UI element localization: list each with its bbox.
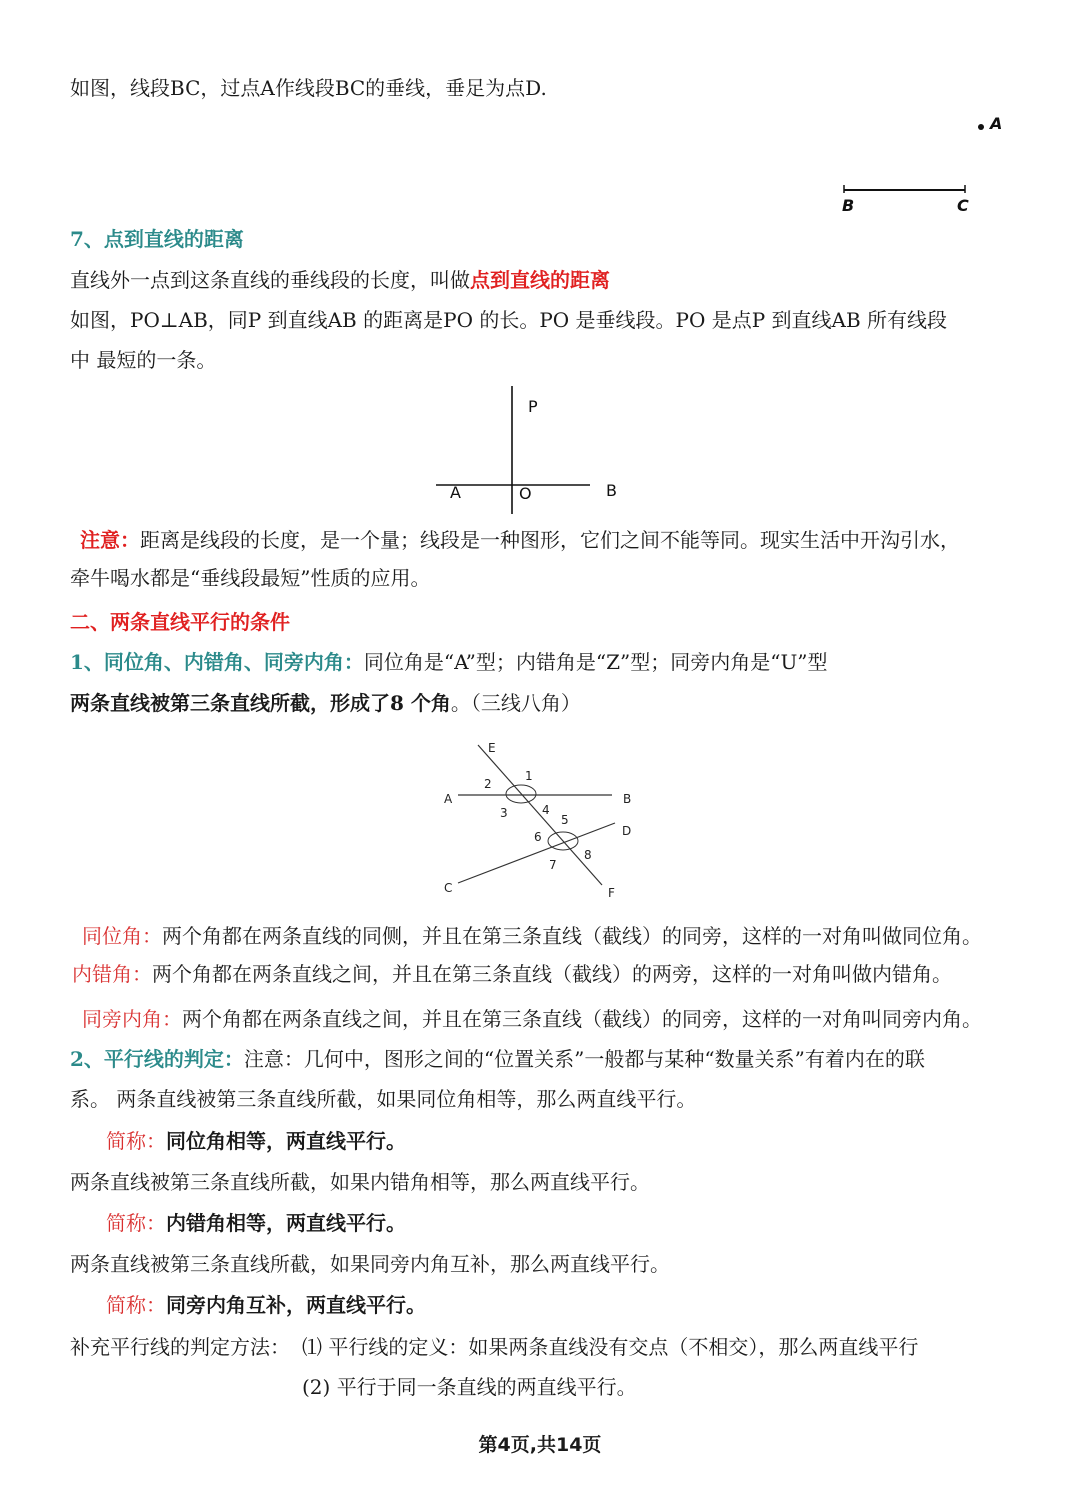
angle-5: 5 — [561, 813, 569, 827]
short-rule-3-text: 同旁内角互补，两直线平行。 — [166, 1293, 426, 1317]
distance-definition — [70, 266, 610, 294]
subsection-2-line-2: 系。 两条直线被第三条直线所截，如果同位角相等，那么两直线平行。 — [70, 1087, 697, 1111]
section-7-heading: 7、点到直线的距离 — [70, 227, 244, 251]
subsection-1-text: 同位角是“A”型；内错角是“Z”型；同旁内角是“U”型 — [363, 650, 828, 674]
short-rule-1 — [106, 1127, 406, 1155]
def-tongwei — [82, 922, 982, 950]
supplement-item-1: ⑴ 平行线的定义：如果两条直线没有交点（不相交），那么两直线平行 — [302, 1335, 919, 1359]
angle-3: 3 — [500, 806, 508, 820]
label-b: B — [623, 792, 632, 806]
subsection-2-line-1 — [70, 1045, 925, 1073]
label-a: A — [450, 483, 461, 502]
def-tongwei-text: 两个角都在两条直线的同侧，并且在第三条直线（截线）的同旁，这样的一对角叫做同位角。 — [162, 924, 982, 948]
figure-point-a-segment-bc — [830, 105, 1003, 220]
label-d: D — [622, 824, 632, 838]
def-tongpang-label: 同旁内角： — [82, 1007, 182, 1031]
section-two-heading: 二、两条直线平行的条件 — [70, 610, 290, 634]
short-label: 简称： — [106, 1211, 166, 1235]
page-number: 第4页,共14页 — [478, 1434, 602, 1456]
figure-po-perpendicular-ab — [420, 380, 640, 520]
label-a: A — [990, 114, 1003, 133]
supplement-line-1 — [70, 1333, 918, 1361]
short-label: 简称： — [106, 1129, 166, 1153]
label-p: P — [528, 397, 538, 416]
short-rule-2 — [106, 1209, 406, 1237]
label-b: B — [606, 481, 617, 500]
subsection-1-line — [70, 648, 828, 676]
rule-3: 两条直线被第三条直线所截，如果同旁内角互补，那么两直线平行。 — [70, 1252, 670, 1276]
def-neicuo-label: 内错角： — [72, 962, 152, 986]
point-a-dot — [978, 124, 984, 130]
definition-text: 直线外一点到这条直线的垂线段的长度，叫做 — [70, 268, 470, 292]
angle-6: 6 — [534, 830, 542, 844]
def-tongpang — [82, 1005, 982, 1033]
bold-statement: 两条直线被第三条直线所截，形成了8 个角 — [70, 691, 451, 715]
label-a: A — [444, 792, 453, 806]
label-c: C — [444, 881, 453, 895]
definition-term: 点到直线的距离 — [470, 268, 610, 292]
angle-7: 7 — [549, 858, 557, 872]
label-b: B — [842, 196, 855, 215]
subsection-2-heading: 2、平行线的判定： — [70, 1047, 244, 1071]
short-rule-1-text: 同位角相等，两直线平行。 — [166, 1129, 406, 1153]
example-line-2: 中 最短的一条。 — [70, 348, 217, 372]
def-neicuo — [72, 960, 952, 988]
angle-4: 4 — [542, 803, 550, 817]
angle-2: 2 — [484, 777, 492, 791]
angle-8: 8 — [584, 848, 592, 862]
label-e: E — [488, 741, 496, 755]
note-line-2: 牵牛喝水都是“垂线段最短”性质的应用。 — [70, 566, 431, 590]
short-rule-3 — [106, 1291, 426, 1319]
supplement-label: 补充平行线的判定方法： — [70, 1335, 290, 1359]
example-line-1: 如图，PO⊥AB，同P 到直线AB 的距离是PO 的长。PO 是垂线段。PO 是点P 到直线AB 所有线段 — [70, 308, 948, 332]
intro-text: 如图，线段BC，过点A作线段BC的垂线，垂足为点D. — [70, 76, 547, 100]
figure-transversal-angles — [430, 735, 650, 905]
label-o: O — [519, 484, 532, 503]
supplement-item-2: (2) 平行于同一条直线的两直线平行。 — [302, 1375, 637, 1399]
three-lines-eight-angles — [70, 689, 581, 717]
subsection-1-heading: 1、同位角、内错角、同旁内角： — [70, 650, 364, 674]
note-text: 距离是线段的长度，是一个量；线段是一种图形，它们之间不能等同。现实生活中开沟引水， — [140, 528, 960, 552]
short-label: 简称： — [106, 1293, 166, 1317]
subsection-2-note: 注意：几何中，图形之间的“位置关系”一般都与某种“数量关系”有着内在的联 — [243, 1047, 925, 1071]
def-tongwei-label: 同位角： — [82, 924, 162, 948]
line-ef — [478, 745, 602, 885]
note-line-1 — [80, 526, 960, 554]
short-rule-2-text: 内错角相等，两直线平行。 — [166, 1211, 406, 1235]
def-neicuo-text: 两个角都在两条直线之间，并且在第三条直线（截线）的两旁，这样的一对角叫做内错角。 — [152, 962, 952, 986]
note-label: 注意： — [80, 528, 140, 552]
angle-1: 1 — [525, 769, 533, 783]
label-c: C — [957, 196, 969, 215]
statement-tail: 。（三线八角） — [450, 691, 581, 715]
rule-2: 两条直线被第三条直线所截，如果内错角相等，那么两直线平行。 — [70, 1170, 650, 1194]
label-f: F — [608, 886, 615, 900]
def-tongpang-text: 两个角都在两条直线之间，并且在第三条直线（截线）的同旁，这样的一对角叫同旁内角。 — [182, 1007, 982, 1031]
